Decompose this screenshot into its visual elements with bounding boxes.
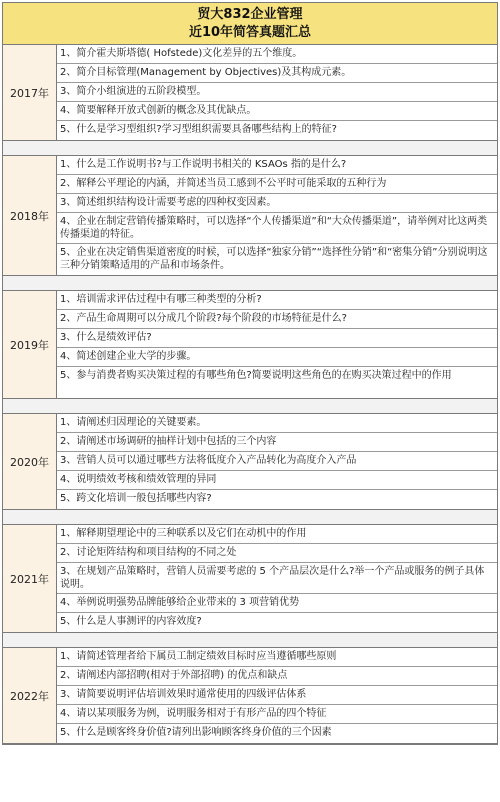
question-item: 3、请简要说明评估培训效果时通常使用的四级评估体系 [57,686,497,705]
question-item: 4、举例说明强势品牌能够给企业带来的 3 项营销优势 [57,594,497,613]
row-spacer [3,633,497,648]
question-list-2018 [57,156,497,276]
question-item: 1、培训需求评估过程中有哪三种类型的分析? [57,291,497,310]
year-cell-2021: 2021年 [3,525,57,633]
question-item: 4、企业在制定营销传播策略时，可以选择“个人传播渠道”和“大众传播渠道”，请举例对比这两类传播渠道的特征。 [57,213,497,244]
question-item: 4、简述创建企业大学的步骤。 [57,348,497,367]
year-cell-2019: 2019年 [3,291,57,399]
exam-summary-table [2,2,498,745]
question-item: 2、解释公平理论的内涵，并简述当员工感到不公平时可能采取的五种行为 [57,175,497,194]
year-cell-2020: 2020年 [3,414,57,510]
question-list-2020 [57,414,497,510]
header-title: 贸大832企业管理 [197,7,303,22]
question-item: 5、什么是顾客终身价值?请列出影响顾客终身价值的三个因素 [60,727,332,738]
question-list-2022 [57,648,497,744]
question-item: 3、简介小组演进的五阶段模型。 [57,83,497,102]
question-item: 5、参与消费者购买决策过程的有哪些角色?简要说明这些角色的在购买决策过程中的作用 [60,370,452,381]
question-item: 2、请阐述市场调研的抽样计划中包括的三个内容 [57,433,497,452]
row-spacer [3,141,497,156]
question-item: 5、跨文化培训一般包括哪些内容? [60,493,212,504]
question-item: 3、什么是绩效评估? [57,329,497,348]
question-item: 4、说明绩效考核和绩效管理的异同 [57,471,497,490]
question-item: 2、请阐述内部招聘(相对于外部招聘) 的优点和缺点 [57,667,497,686]
question-item: 3、简述组织结构设计需要考虑的四种权变因素。 [57,194,497,213]
question-item: 2、产品生命周期可以分成几个阶段?每个阶段的市场特征是什么? [57,310,497,329]
year-grid [3,45,497,744]
question-list-2017 [57,45,497,141]
table-header [3,3,497,45]
question-item: 2、简介目标管理(Management by Objectives)及其构成元素。 [57,64,497,83]
question-list-2019 [57,291,497,399]
row-spacer [3,399,497,414]
question-item: 5、什么是人事测评的内容效度? [60,616,202,627]
row-spacer [3,510,497,525]
question-item: 3、在规划产品策略时，营销人员需要考虑的 5 个产品层次是什么?举一个产品或服务的例子具体说明。 [57,563,497,594]
question-item: 1、请简述管理者给下属员工制定绩效目标时应当遵循哪些原则 [57,648,497,667]
question-item: 3、营销人员可以通过哪些方法将低度介入产品转化为高度介入产品 [57,452,497,471]
question-item: 2、讨论矩阵结构和项目结构的不同之处 [57,544,497,563]
question-item: 1、简介霍夫斯塔德( Hofstede)文化差异的五个维度。 [57,45,497,64]
question-item: 1、什么是工作说明书?与工作说明书相关的 KSAOs 指的是什么? [57,156,497,175]
question-item: 5、什么是学习型组织?学习型组织需要具备哪些结构上的特征? [60,124,337,135]
question-item: 1、解释期望理论中的三种联系以及它们在动机中的作用 [57,525,497,544]
question-item: 1、请阐述归因理论的关键要素。 [57,414,497,433]
question-list-2021 [57,525,497,633]
question-item: 4、简要解释开放式创新的概念及其优缺点。 [57,102,497,121]
year-cell-2018: 2018年 [3,156,57,276]
header-subtitle: 近10年简答真题汇总 [188,25,312,40]
question-item: 4、请以某项服务为例，说明服务相对于有形产品的四个特征 [57,705,497,724]
row-spacer [3,276,497,291]
question-item: 5、企业在决定销售渠道密度的时候，可以选择“独家分销”“选择性分销”和“密集分销”分别说明这三种分销策略适用的产品和市场条件。 [60,247,488,271]
year-cell-2017: 2017年 [3,45,57,141]
year-cell-2022: 2022年 [3,648,57,744]
